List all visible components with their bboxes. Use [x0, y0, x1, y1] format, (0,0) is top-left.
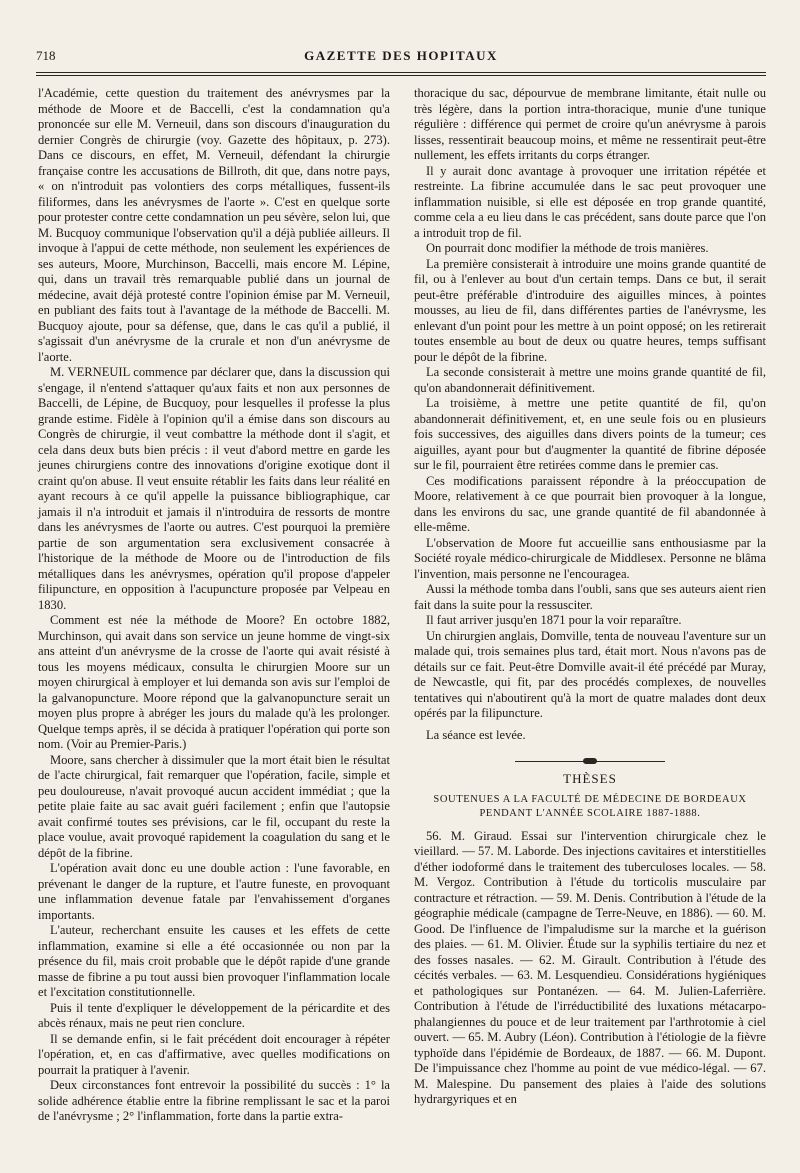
page-number: 718	[36, 48, 56, 63]
closing-line: La séance est levée.	[426, 727, 526, 742]
paragraph: Il y aurait donc avantage à provoquer une irritation répétée et restreinte. La fibrine accumulée dans le sac peut provoquer une inflammation nuisible, si elle est déposée en trop grande quantité, comme cela a eu lieu dans le cas précédent, sans doute parce que l'on a introduit trop de fil.	[414, 163, 766, 240]
paragraph: La première consisterait à introduire une moins grande quantité de fil, ou à l'enlever au bout d'un certain temps. Dans ce but, il serait peut-être préférable d'introduire des aiguilles minces, à pointes mousses, au lieu de fil, dans différentes parties de l'anévrysme, les enlevant d'un point pour les mettre à un point opposé; on les retirerait toutes ensemble au bout de deux ou quatre heures, temps suffisant pour le dépôt de la fibrine.	[414, 256, 766, 364]
right-column	[414, 86, 766, 1108]
left-column	[38, 86, 390, 1125]
theses-subheading-line: PENDANT L'ANNÉE SCOLAIRE 1887-1888.	[479, 807, 701, 819]
header-rule	[36, 72, 766, 73]
running-title: GAZETTE DES HOPITAUX	[304, 48, 498, 63]
theses-heading: THÈSES	[563, 771, 617, 786]
page-header	[36, 44, 766, 68]
theses-subheading	[414, 793, 766, 821]
theses-list: 56. M. Giraud. Essai sur l'intervention chirurgicale chez le vieillard. — 57. M. Laborde. Des injections cavitaires et interstitielles d'éther iodoformé dans le traitement des tuberculoses locales. — 58. M. Vergoz. Contribution à l'étude du torticolis musculaire par contracture et rétraction. — 59. M. Denis. Contribution à l'étude de la géographie médicale (campagne de Terre-Neuve, en 1886). — 60. M. Good. De l'influence de l'impaludisme sur la marche et la guérison des plaies. — 61. M. Olivier. Étude sur la syphilis tertiaire du nez et des fosses nasales. — 62. M. Girault. Contribution à l'étude des cécités verbales. — 63. M. Lesquendieu. Considérations hygiéniques et pathologiques sur Pontanézen. — 64. M. Julien-Laferrière. Contribution à l'étude de l'irréductibilité des luxations métacarpo-phalangiennes du pouce et de leur traitement par l'arthrotomie à ciel ouvert. — 65. M. Aubry (Léon). Contribution à l'étiologie de la fièvre typhoïde dans l'épidémie de Bordeaux, de 1887. — 66. M. Dupont. De l'impuissance chez l'homme au point de vue médico-légal. — 67. M. Malespine. Du pansement des plaies à l'aide des solutions hydrargyriques et en	[414, 828, 766, 1106]
paragraph: Puis il tente d'expliquer le développement de la péricardite et des abcès rénaux, mais ne peut rien conclure.	[38, 1000, 390, 1030]
header-rule-double	[36, 75, 766, 76]
paragraph: L'opération avait donc eu une double action : l'une favorable, en prévenant le danger de la rupture, et l'autre funeste, en provoquant une inflammation devenue fatale par l'envahissement d'organes importants.	[38, 861, 390, 922]
theses-subheading-line: SOUTENUES A LA FACULTÉ DE MÉDECINE DE BORDEAUX	[433, 793, 747, 805]
paragraph: On pourrait donc modifier la méthode de trois manières.	[426, 241, 709, 255]
paragraph: Aussi la méthode tomba dans l'oubli, sans que ses auteurs aient rien fait dans la suite pour la ressusciter.	[414, 582, 766, 612]
section-divider-ornament	[515, 757, 665, 765]
paragraph: Ces modifications paraissent répondre à la préoccupation de Moore, relativement à ce que pourrait bien provoquer à la longue, dans les environs du sac, une grande quantité de fil abandonnée à elle-même.	[414, 473, 766, 534]
paragraph: thoracique du sac, dépourvue de membrane limitante, était nulle ou très légère, dans la portion intra-thoracique, munie d'une tunique régulière : différence qui permet de croire qu'un anévrysme à parois lisses, ressentirait beaucoup moins, et même ne ressentirait peut-être nullement, les effets irritants du corps étranger.	[414, 86, 766, 162]
paragraph: L'observation de Moore fut accueillie sans enthousiasme par la Société royale médico-chirurgicale de Middlesex. Personne ne blâma l'invention, mais personne ne l'encouragea.	[414, 535, 766, 581]
paragraph: La seconde consisterait à mettre une moins grande quantité de fil, qu'on abandonnerait définitivement.	[414, 365, 766, 395]
paragraph: Moore, sans chercher à dissimuler que la mort était bien le résultat de l'acte chirurgical, fait remarquer que l'opération, facile, simple et peu douloureuse, n'avait provoqué aucun accident immédiat ; que la petite plaie faite au sac avait guéri facilement ; enfin que l'autopsie avait confirmé toutes ses prévisions, car le fil, occupant du reste la place voulue, avait provoqué rapidement la coagulation du sang et le dépôt de la fibrine.	[38, 752, 390, 860]
paragraph: L'auteur, recherchant ensuite les causes et les effets de cette inflammation, examine si elle a été occasionnée ou non par la présence du fil, mais croit probable que le dépôt rapide d'une grande masse de fibrine a pu tout aussi bien provoquer l'inflammation locale et l'excitation constitutionnelle.	[38, 923, 390, 999]
paragraph: Un chirurgien anglais, Domville, tenta de nouveau l'aventure sur un malade qui, trois semaines plus tard, était mort. Nous n'avons pas de détails sur ce fait. Peut-être Domville avait-il été précédé par Muray, de Newcastle, qui fit, par des procédés complexes, de nouvelles tentatives qui n'aboutirent qu'à la mort de quatre malades dont deux opérés par la filipuncture.	[414, 628, 766, 720]
paragraph: Deux circonstances font entrevoir la possibilité du succès : 1° la solide adhérence établie entre la fibrine remplissant le sac et la paroi de l'anévrysme ; 2° l'inflammation, forte dans la partie extra-	[38, 1078, 390, 1123]
paragraph: Il faut arriver jusqu'en 1871 pour la voir reparaître.	[426, 613, 682, 627]
paragraph: M. VERNEUIL commence par déclarer que, dans la discussion qui s'engage, il n'entend s'attaquer qu'aux faits et non aux personnes de Baccelli, de Lépine, de Bucquoy, pour lesquelles il professe la plus grande estime. Fidèle à l'opinion qu'il a émise dans son discours au Congrès de chirurgie, il veut combattre la méthode dont il s'agit, et cela dans deux buts bien précis : il veut d'abord mettre en garde les jeunes chirurgiens contre des innovations d'origine exotique dont il craint qu'on abuse. Il veut ensuite rétablir les faits dans leur réalité en ayant recours à ce qu'il appelle la puissance bibliographique, car jamais il n'a introduit et jamais il n'introduira de ressorts de montre dans les anévrysmes de l'aorte ou autres. C'est pourquoi la première partie de son argumentation sera exclusivement consacrée à l'historique de la méthode de Moore ou de l'introduction de fils métalliques dans les anévrysmes, opération qu'il propose d'appeler filipuncture, en opposition à l'acupuncture proposée par Velpeau en 1830.	[38, 365, 390, 612]
paragraph: l'Académie, cette question du traitement des anévrysmes par la méthode de Moore et de Baccelli, c'est la condamnation qu'a prononcée sur elle M. Verneuil, dans son discours d'inauguration du dernier Congrès de chirurgie (voy. Gazette des hôpitaux, p. 273). Dans ce discours, en effet, M. Verneuil, défendant la chirurgie française contre les accusations de Billroth, dit que, dans notre pays, « on n'introduit pas volontiers des corps métalliques, fussent-ils filiformes, dans les anévrysmes de l'aorte ». C'est en quelque sorte pour protester contre cette condamnation un peu sévère, selon lui, que M. Bucquoy communique l'observation qu'il a déjà publiée ailleurs. Il invoque à l'appui de cette méthode, non seulement les expériences de ses auteurs, Moore, Murchinson, Baccelli, mais encore M. Lépine, qui, dans un travail très remarquable publié dans un journal de médecine, avait déjà protesté contre l'opinion émise par M. Verneuil, en publiant des faits tout à l'avantage de la méthode de Baccelli. M. Bucquoy ajoute, pour sa défense, que, dans le cas qu'il a publié, il s'agissait d'un anévrysme de la crurale et non d'un anévrysme de l'aorte.	[38, 86, 390, 364]
paragraph: Il se demande enfin, si le fait précédent doit encourager à répéter l'opération, et, en cas d'affirmative, avec quelles modifications on pourrait la pratiquer à l'avenir.	[38, 1031, 390, 1077]
paragraph: La troisième, à mettre une petite quantité de fil, qu'on abandonnerait définitivement, et, en une seule fois ou en plusieurs fois successives, des aiguilles dans divers points de la tumeur; ces aiguilles, ayant pour but d'augmenter la quantité de fibrine déposée sur le fil, pourraient être retirées comme dans le premier cas.	[414, 396, 766, 472]
paragraph: Comment est née la méthode de Moore? En octobre 1882, Murchinson, qui avait dans son service un jeune homme de vingt-six ans atteint d'un anévrysme de la crosse de l'aorte qui avait résisté à tous les moyens médicaux, consulta le chirurgien Moore sur un moyen chirurgical à employer et lui demanda son avis sur l'emploi de la galvanopuncture. Moore répond que la galvanopuncture serait un moyen plus propre à abréger les jours du malade qu'à les prolonger. Quelque temps après, il se décida à pratiquer l'opération qui porte son nom. (Voir au Premier-Paris.)	[38, 613, 390, 751]
